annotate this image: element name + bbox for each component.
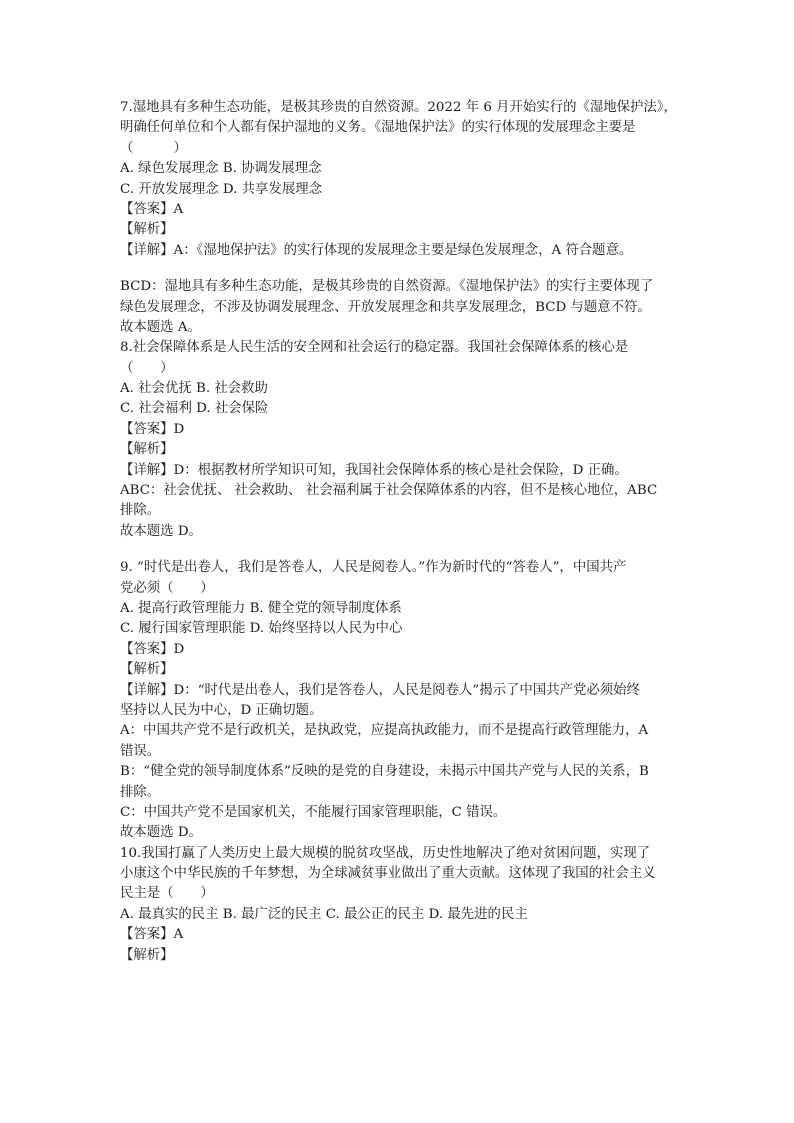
question-stem-line: （ ）	[120, 360, 174, 376]
detail-line: B：“健全党的领导制度体系”反映的是党的自身建设，未揭示中国共产党与人民的关系，B	[120, 764, 649, 780]
detail-line: 排除。	[120, 784, 161, 800]
detail-line: 【详解】D：根据教材所学知识可知，我国社会保障体系的核心是社会保险，D 正确。	[120, 462, 628, 478]
option-line: A. 最真实的民主 B. 最广泛的民主 C. 最公正的民主 D. 最先进的民主	[120, 906, 528, 922]
question-stem-line: （ ）	[120, 140, 187, 156]
analysis-label: 【解析】	[120, 662, 174, 678]
detail-line: 错误。	[120, 743, 161, 759]
answer-line: 【答案】A	[120, 927, 184, 943]
question-9	[120, 558, 680, 843]
detail-line: 故本题选 A。	[120, 319, 201, 335]
option-line: A. 绿色发展理念 B. 协调发展理念	[120, 161, 322, 177]
option-line: C. 履行国家管理职能 D. 始终坚持以人民为中心	[120, 621, 403, 637]
option-line: A. 社会优抚 B. 社会救助	[120, 381, 268, 397]
question-10	[120, 844, 680, 966]
question-stem-line: 8.社会保障体系是人民生活的安全网和社会运行的稳定器。我国社会保障体系的核心是	[120, 340, 629, 356]
option-line: C. 社会福利 D. 社会保险	[120, 401, 269, 417]
question-7	[120, 98, 680, 338]
answer-line: 【答案】D	[120, 421, 185, 437]
question-stem-line: 党必须（ ）	[120, 580, 214, 596]
detail-line: 故本题选 D。	[120, 523, 202, 539]
detail-line: 【详解】A：《湿地保护法》的实行体现的发展理念主要是绿色发展理念，A 符合题意。	[120, 242, 633, 258]
detail-line: 排除。	[120, 503, 161, 519]
answer-line: 【答案】A	[120, 201, 184, 217]
question-stem-line: 小康这个中华民族的千年梦想，为全球减贫事业做出了重大贡献。这体现了我国的社会主义	[120, 866, 656, 882]
detail-line: BCD：湿地具有多种生态功能，是极其珍贵的自然资源。《湿地保护法》的实行主要体现了	[120, 279, 654, 295]
exam-answer-page	[120, 98, 680, 966]
paragraph-gap	[120, 261, 680, 277]
question-stem-line: 10.我国打赢了人类历史上最大规模的脱贫攻坚战，历史性地解决了绝对贫困问题，实现了	[120, 845, 651, 861]
option-line: A. 提高行政管理能力 B. 健全党的领导制度体系	[120, 600, 402, 616]
detail-line: 【详解】D：“时代是出卷人，我们是答卷人，人民是阅卷人”揭示了中国共产党必须始终	[120, 682, 640, 698]
question-stem-line: 民主是（ ）	[120, 886, 214, 902]
analysis-label: 【解析】	[120, 222, 174, 238]
detail-line: 故本题选 D。	[120, 825, 202, 841]
analysis-label: 【解析】	[120, 947, 174, 963]
detail-line: ABC：社会优抚、 社会救助、 社会福利属于社会保障体系的内容，但不是核心地位，ABC	[120, 483, 658, 499]
answer-line: 【答案】D	[120, 641, 185, 657]
question-stem-line: 明确任何单位和个人都有保护湿地的义务。《湿地保护法》的实行体现的发展理念主要是	[120, 120, 636, 136]
question-stem-line: 9. “时代是出卷人，我们是答卷人，人民是阅卷人。”作为新时代的“答卷人”，中国共产	[120, 560, 627, 576]
paragraph-gap	[120, 542, 680, 558]
detail-line: C：中国共产党不是国家机关，不能履行国家管理职能，C 错误。	[120, 804, 507, 820]
detail-line: A：中国共产党不是行政机关，是执政党，应提高执政能力，而不是提高行政管理能力，A	[120, 723, 649, 739]
detail-line: 坚持以人民为中心，D 正确切题。	[120, 702, 323, 718]
option-line: C. 开放发展理念 D. 共享发展理念	[120, 181, 322, 197]
question-8	[120, 338, 680, 542]
detail-line: 绿色发展理念，不涉及协调发展理念、开放发展理念和共享发展理念，BCD 与题意不符。	[120, 299, 651, 315]
question-stem-line: 7.湿地具有多种生态功能，是极其珍贵的自然资源。2022 年 6 月开始实行的《湿地保护法》，	[120, 100, 677, 115]
analysis-label: 【解析】	[120, 442, 174, 458]
